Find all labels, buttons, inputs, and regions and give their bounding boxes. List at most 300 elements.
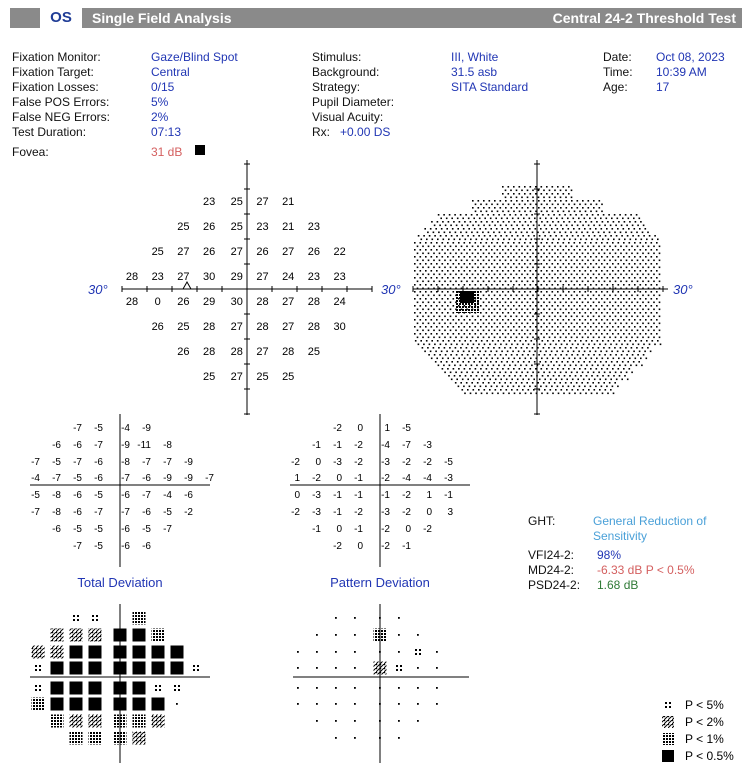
gray-dot (656, 263, 658, 265)
gray-dot (640, 312, 642, 314)
gray-dot (434, 235, 436, 237)
gray-dot (591, 340, 593, 342)
gray-dot (439, 354, 441, 356)
gray-dot (471, 382, 473, 384)
gray-dot (472, 372, 474, 374)
gray-dot (480, 204, 482, 206)
gray-dot (515, 382, 517, 384)
gray-dot (506, 379, 508, 381)
symbol-p5 (35, 689, 37, 691)
gray-dot (465, 239, 467, 241)
gray-dot (609, 260, 611, 262)
gray-dot (427, 347, 429, 349)
gray-dot (472, 260, 474, 262)
gray-dot (629, 277, 631, 279)
gray-dot (449, 214, 451, 216)
gray-dot (484, 379, 486, 381)
gray-dot (500, 200, 502, 202)
symbol-dot (316, 687, 318, 689)
gray-dot (623, 368, 625, 370)
gray-dot (528, 235, 530, 237)
gray-dot (543, 197, 545, 199)
gray-dot (471, 347, 473, 349)
gray-dot (444, 330, 446, 332)
gray-dot (524, 312, 526, 314)
gray-dot (643, 225, 645, 227)
gray-dot (609, 382, 611, 384)
gray-dot (436, 358, 438, 360)
gray-dot (493, 214, 495, 216)
total-deviation-value: -5 (94, 541, 103, 552)
gray-dot (565, 260, 567, 262)
gray-dot (618, 305, 620, 307)
gray-dot (641, 239, 643, 241)
gray-dot (453, 221, 455, 223)
gray-dot (605, 361, 607, 363)
gray-dot (525, 358, 527, 360)
gray-dot (626, 246, 628, 248)
gray-dot (645, 305, 647, 307)
total-deviation-value: -4 (163, 490, 172, 501)
gray-dot (539, 235, 541, 237)
gray-dot (498, 214, 500, 216)
gray-dot (489, 379, 491, 381)
gray-dot (543, 267, 545, 269)
gray-dot (568, 284, 570, 286)
symbol-p1 (70, 732, 83, 745)
gray-dot (617, 386, 619, 388)
gray-dot (619, 375, 621, 377)
gray-dot (613, 340, 615, 342)
gray-dot (645, 270, 647, 272)
total-deviation-value: -7 (94, 440, 103, 451)
gray-dot (651, 326, 653, 328)
gray-dot (486, 326, 488, 328)
gray-dot (433, 347, 435, 349)
gray-dot (627, 344, 629, 346)
gray-dot (629, 368, 631, 370)
gray-dot (546, 284, 548, 286)
gray-dot (609, 246, 611, 248)
gray-dot (538, 281, 540, 283)
symbol-dot (297, 667, 299, 669)
gray-dot (609, 316, 611, 318)
gray-dot (642, 260, 644, 262)
gray-dot (596, 221, 598, 223)
symbol-p05 (89, 662, 102, 675)
gray-dot (648, 323, 650, 325)
gray-dot (510, 281, 512, 283)
symbol-p05 (70, 662, 83, 675)
symbol-p5 (96, 615, 98, 617)
gray-dot (618, 319, 620, 321)
axis-degree-label-mid: 30° (381, 282, 401, 297)
gray-dot (634, 298, 636, 300)
gray-dot (492, 340, 494, 342)
gray-dot (431, 277, 433, 279)
total-deviation-value: -6 (73, 440, 82, 451)
gray-dot (552, 249, 554, 251)
gray-dot (609, 253, 611, 255)
gray-dot (464, 263, 466, 265)
gray-dot (516, 323, 518, 325)
gray-dot (648, 316, 650, 318)
gray-dot (576, 302, 578, 304)
gray-dot (436, 270, 438, 272)
gray-dot (510, 302, 512, 304)
gray-dot (414, 291, 416, 293)
gray-dot (591, 358, 593, 360)
gray-dot (549, 323, 551, 325)
gray-dot (538, 253, 540, 255)
gray-dot (594, 389, 596, 391)
gray-dot (565, 253, 567, 255)
gray-dot (433, 337, 435, 339)
gray-dot (486, 340, 488, 342)
gray-dot (640, 305, 642, 307)
gray-dot (549, 337, 551, 339)
gray-dot (554, 347, 556, 349)
gray-dot (560, 260, 562, 262)
gray-dot (517, 389, 519, 391)
gray-dot (446, 361, 448, 363)
gray-dot (498, 239, 500, 241)
gray-dot (612, 256, 614, 258)
gray-dot (640, 277, 642, 279)
ght-label: GHT: (528, 514, 556, 528)
gray-dot (541, 204, 543, 206)
gray-dot (586, 375, 588, 377)
gray-dot (583, 361, 585, 363)
gray-dot (568, 256, 570, 258)
gray-dot (521, 197, 523, 199)
gray-dot (539, 379, 541, 381)
symbol-dot (354, 720, 356, 722)
gray-dot (453, 358, 455, 360)
gray-dot (616, 235, 618, 237)
gray-dot (502, 386, 504, 388)
gray-dot (497, 263, 499, 265)
gray-dot (483, 246, 485, 248)
gray-dot (456, 354, 458, 356)
symbol-p05 (114, 646, 127, 659)
gray-dot (447, 333, 449, 335)
gray-dot (659, 253, 661, 255)
gray-dot (560, 354, 562, 356)
info-label: Fixation Monitor: (12, 50, 101, 64)
gray-dot (563, 204, 565, 206)
gray-dot (645, 256, 647, 258)
gray-dot (586, 340, 588, 342)
symbol-p5 (73, 615, 75, 617)
gray-dot (598, 295, 600, 297)
gray-dot (431, 242, 433, 244)
gray-dot (442, 249, 444, 251)
gray-dot (414, 326, 416, 328)
gray-dot (436, 326, 438, 328)
gray-dot (461, 330, 463, 332)
gray-dot (493, 365, 495, 367)
gray-dot (554, 309, 556, 311)
gray-dot (587, 260, 589, 262)
gray-dot (493, 347, 495, 349)
gray-dot (466, 382, 468, 384)
gray-dot (587, 372, 589, 374)
gray-dot (566, 235, 568, 237)
gray-dot (574, 284, 576, 286)
gray-dot (466, 372, 468, 374)
gray-dot (571, 274, 573, 276)
symbol-p2 (89, 715, 102, 728)
gray-dot (549, 295, 551, 297)
gray-dot (462, 389, 464, 391)
total-deviation-value: -5 (163, 507, 172, 518)
gray-dot (602, 375, 604, 377)
gray-dot (531, 239, 533, 241)
gray-dot (494, 200, 496, 202)
gray-dot (593, 323, 595, 325)
info-label: Age: (603, 80, 628, 94)
gray-dot (638, 361, 640, 363)
gray-dot (513, 263, 515, 265)
gray-dot (576, 274, 578, 276)
gray-dot (477, 316, 479, 318)
gray-dot (516, 253, 518, 255)
gray-dot (499, 323, 501, 325)
gray-dot (549, 260, 551, 262)
gray-dot (488, 337, 490, 339)
threshold-value: 25 (230, 221, 243, 233)
gray-dot (550, 235, 552, 237)
gray-dot (513, 186, 515, 188)
gray-dot (619, 214, 621, 216)
gray-dot (467, 235, 469, 237)
gray-dot (601, 326, 603, 328)
gray-dot (441, 228, 443, 230)
gray-dot (566, 354, 568, 356)
gray-dot (450, 267, 452, 269)
gray-dot (618, 358, 620, 360)
gray-dot (465, 214, 467, 216)
gray-dot (594, 379, 596, 381)
gray-dot (582, 267, 584, 269)
pattern-deviation-value: 0 (405, 524, 411, 535)
gray-dot (486, 221, 488, 223)
gray-dot (653, 323, 655, 325)
gray-dot (483, 207, 485, 209)
gray-dot (574, 263, 576, 265)
gray-dot (503, 239, 505, 241)
pattern-deviation-value: -1 (312, 524, 321, 535)
gray-dot (425, 256, 427, 258)
gray-dot (556, 218, 558, 220)
total-deviation-value: -8 (163, 440, 172, 451)
gray-dot (629, 270, 631, 272)
gray-dot (634, 256, 636, 258)
gray-dot (425, 326, 427, 328)
gray-dot (513, 312, 515, 314)
gray-dot (563, 312, 565, 314)
gray-dot (620, 309, 622, 311)
gray-dot (510, 330, 512, 332)
gray-dot (535, 291, 537, 293)
symbol-p5 (77, 619, 79, 621)
gray-dot (486, 368, 488, 370)
gray-dot (550, 361, 552, 363)
gray-dot (603, 365, 605, 367)
symbol-p5 (419, 649, 421, 651)
gray-dot (558, 375, 560, 377)
gray-dot (497, 368, 499, 370)
gray-dot (431, 263, 433, 265)
gray-dot (593, 330, 595, 332)
gray-dot (587, 337, 589, 339)
gray-dot (552, 305, 554, 307)
gray-dot (478, 207, 480, 209)
gray-dot (602, 358, 604, 360)
symbol-dot (316, 720, 318, 722)
gray-dot (552, 263, 554, 265)
gray-dot (526, 382, 528, 384)
gray-dot (524, 256, 526, 258)
symbol-dot (354, 737, 356, 739)
gray-dot (464, 284, 466, 286)
axis-degree-label-right: 30° (673, 282, 693, 297)
gray-dot (497, 211, 499, 213)
gray-dot (488, 274, 490, 276)
gray-dot (593, 295, 595, 297)
gray-dot (597, 214, 599, 216)
gray-dot (616, 379, 618, 381)
gray-dot (642, 246, 644, 248)
gray-dot (418, 344, 420, 346)
threshold-value: 27 (177, 271, 190, 283)
symbol-dot (335, 737, 337, 739)
gray-dot (450, 274, 452, 276)
total-deviation-value: -5 (94, 524, 103, 535)
gray-dot (639, 228, 641, 230)
gray-dot (450, 253, 452, 255)
gray-dot (486, 256, 488, 258)
symbol-p05 (133, 662, 146, 675)
gray-dot (618, 277, 620, 279)
symbol-p5 (155, 685, 157, 687)
pattern-deviation-value: -3 (312, 507, 321, 518)
gray-dot (553, 239, 555, 241)
gray-dot (486, 305, 488, 307)
gray-dot (640, 256, 642, 258)
gray-dot (478, 235, 480, 237)
gray-dot (528, 361, 530, 363)
gray-dot (483, 302, 485, 304)
gray-dot (494, 354, 496, 356)
gray-dot (569, 358, 571, 360)
gray-dot (612, 312, 614, 314)
gray-dot (585, 221, 587, 223)
fovea-value: 31 dB (151, 145, 183, 159)
total-deviation-value: -6 (52, 524, 61, 535)
gray-dot (481, 393, 483, 395)
gray-dot (615, 309, 617, 311)
total-deviation-value: -7 (163, 524, 172, 535)
gray-dot (491, 211, 493, 213)
gray-dot (614, 382, 616, 384)
gray-dot (497, 256, 499, 258)
gray-dot (539, 361, 541, 363)
gray-dot (623, 333, 625, 335)
gray-dot (508, 204, 510, 206)
gray-dot (475, 221, 477, 223)
gray-dot (439, 260, 441, 262)
gray-dot (563, 186, 565, 188)
gray-dot (609, 302, 611, 304)
gray-dot (637, 225, 639, 227)
gray-dot (601, 305, 603, 307)
gray-dot (648, 260, 650, 262)
gray-dot (585, 368, 587, 370)
gray-dot (596, 298, 598, 300)
md-label: MD24-2: (528, 563, 575, 577)
gray-dot (425, 263, 427, 265)
gray-dot (560, 309, 562, 311)
symbol-dot (316, 703, 318, 705)
gray-dot (510, 260, 512, 262)
gray-dot (568, 270, 570, 272)
gray-dot (505, 246, 507, 248)
gray-dot (568, 333, 570, 335)
gray-dot (436, 284, 438, 286)
gray-dot (488, 309, 490, 311)
pattern-deviation-value: -2 (381, 473, 390, 484)
gray-dot (483, 274, 485, 276)
threshold-value: 28 (125, 271, 139, 283)
gray-dot (607, 277, 609, 279)
gray-dot (527, 281, 529, 283)
gray-dot (596, 326, 598, 328)
gray-dot (455, 281, 457, 283)
gray-dot (476, 239, 478, 241)
gray-dot (502, 211, 504, 213)
symbol-dot (297, 687, 299, 689)
total-deviation-value: -6 (184, 490, 193, 501)
gray-dot (569, 375, 571, 377)
threshold-value: 26 (202, 221, 216, 233)
gray-dot (468, 351, 470, 353)
gray-dot (548, 232, 550, 234)
gray-dot (417, 295, 419, 297)
gray-dot (593, 274, 595, 276)
gray-dot (593, 267, 595, 269)
total-deviation-value: -5 (73, 524, 82, 535)
gray-dot (555, 200, 557, 202)
gray-dot (579, 305, 581, 307)
gray-dot (642, 302, 644, 304)
gray-dot (502, 368, 504, 370)
gray-dot (543, 372, 545, 374)
gray-dot (584, 351, 586, 353)
gray-dot (466, 347, 468, 349)
gray-dot (514, 340, 516, 342)
gray-dot (645, 228, 647, 230)
gray-dot (587, 232, 589, 234)
threshold-value: 27 (282, 246, 295, 258)
gray-dot (580, 340, 582, 342)
gray-dot (433, 295, 435, 297)
gray-dot (599, 344, 601, 346)
gray-dot (486, 204, 488, 206)
gray-dot (537, 382, 539, 384)
gray-dot (505, 190, 507, 192)
